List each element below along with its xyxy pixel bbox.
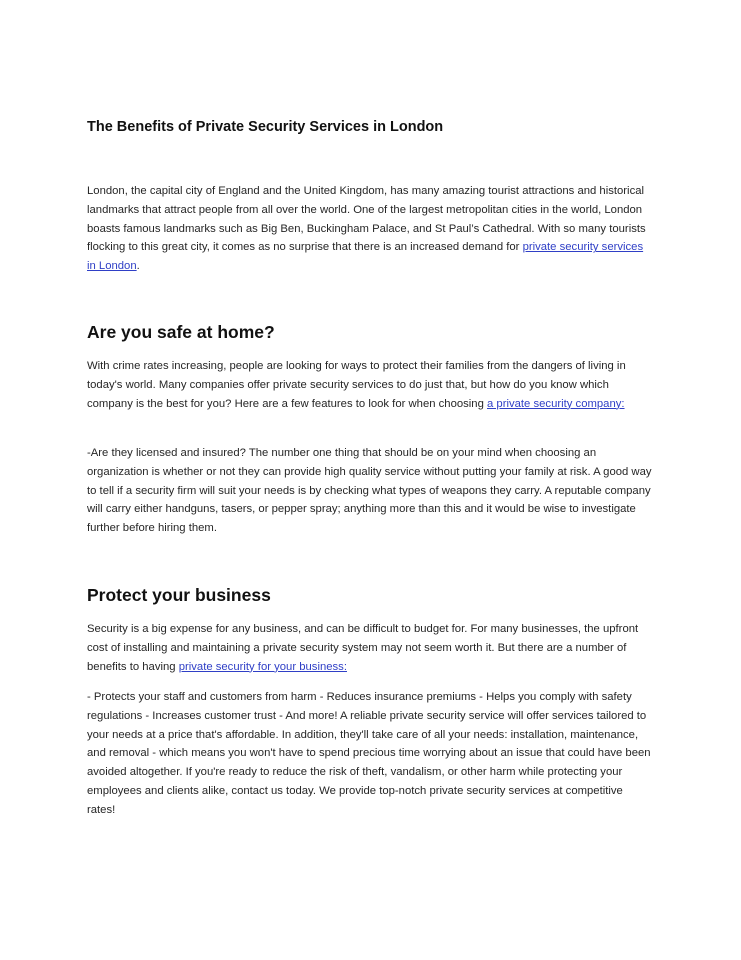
intro-text: London, the capital city of England and the United Kingdom, has many amazing tourist attractions and historical landmarks that attract people from all over the world. One of the largest metropolitan cities in the world, London boasts famous landmarks such as Big Ben, Buckingham Palace, and St Paul’s Cathedral. With so many tourists flocking to this great city, it comes as no surprise that there is an increased demand for: [87, 185, 646, 254]
intro-paragraph: [87, 182, 652, 276]
section-heading-protect-business: Protect your business: [87, 585, 271, 605]
benefits-list-paragraph: - Protects your staff and customers from harm - Reduces insurance premiums - Helps you comply with safety regulations - Increases customer trust - And more! A reliable private security service will offer services tailored to your needs at a price that's affordable. In addition, they'll take care of all your needs: installation, maintenance, and removal - which means you won't have to spend precious time worrying about an issue that could have been avoided altogether. If you're ready to reduce the risk of theft, vandalism, or other harm while protecting your employees and clients alike, contact us today. We provide top-notch private security services at competitive rates!: [87, 691, 651, 816]
protect-business-paragraph: [87, 620, 652, 676]
safe-at-home-text: With crime rates increasing, people are looking for ways to protect their families from the dangers of living in today's world. Many companies offer private security services to do just that, but how do you know which company is the best for you? Here are a few features to look for when choosing: [87, 360, 626, 410]
private-security-company-link[interactable]: a private security company:: [487, 397, 625, 410]
section-heading-safe-at-home: Are you safe at home?: [87, 322, 275, 342]
protect-business-text: Security is a big expense for any business, and can be difficult to budget for. For many businesses, the upfront cost of installing and maintaining a private security system may not seem worth it. But there are a number of benefits to having: [87, 623, 639, 673]
private-security-london-link[interactable]: private security services in London: [87, 241, 644, 273]
safe-at-home-paragraph: [87, 357, 652, 413]
document-title: The Benefits of Private Security Services in London: [87, 119, 444, 135]
licensed-insured-paragraph: -Are they licensed and insured? The number one thing that should be on your mind when choosing an organization is whether or not they can provide high quality service without putting your family at risk. A good way to tell if a security firm will suit your needs is by checking what types of weapons they carry. A reputable company will carry either handguns, tasers, or pepper spray; anything more than this and it would be wise to investigate further before hiring them.: [87, 447, 652, 535]
private-security-business-link[interactable]: private security for your business:: [178, 660, 347, 673]
intro-period: .: [136, 260, 140, 273]
